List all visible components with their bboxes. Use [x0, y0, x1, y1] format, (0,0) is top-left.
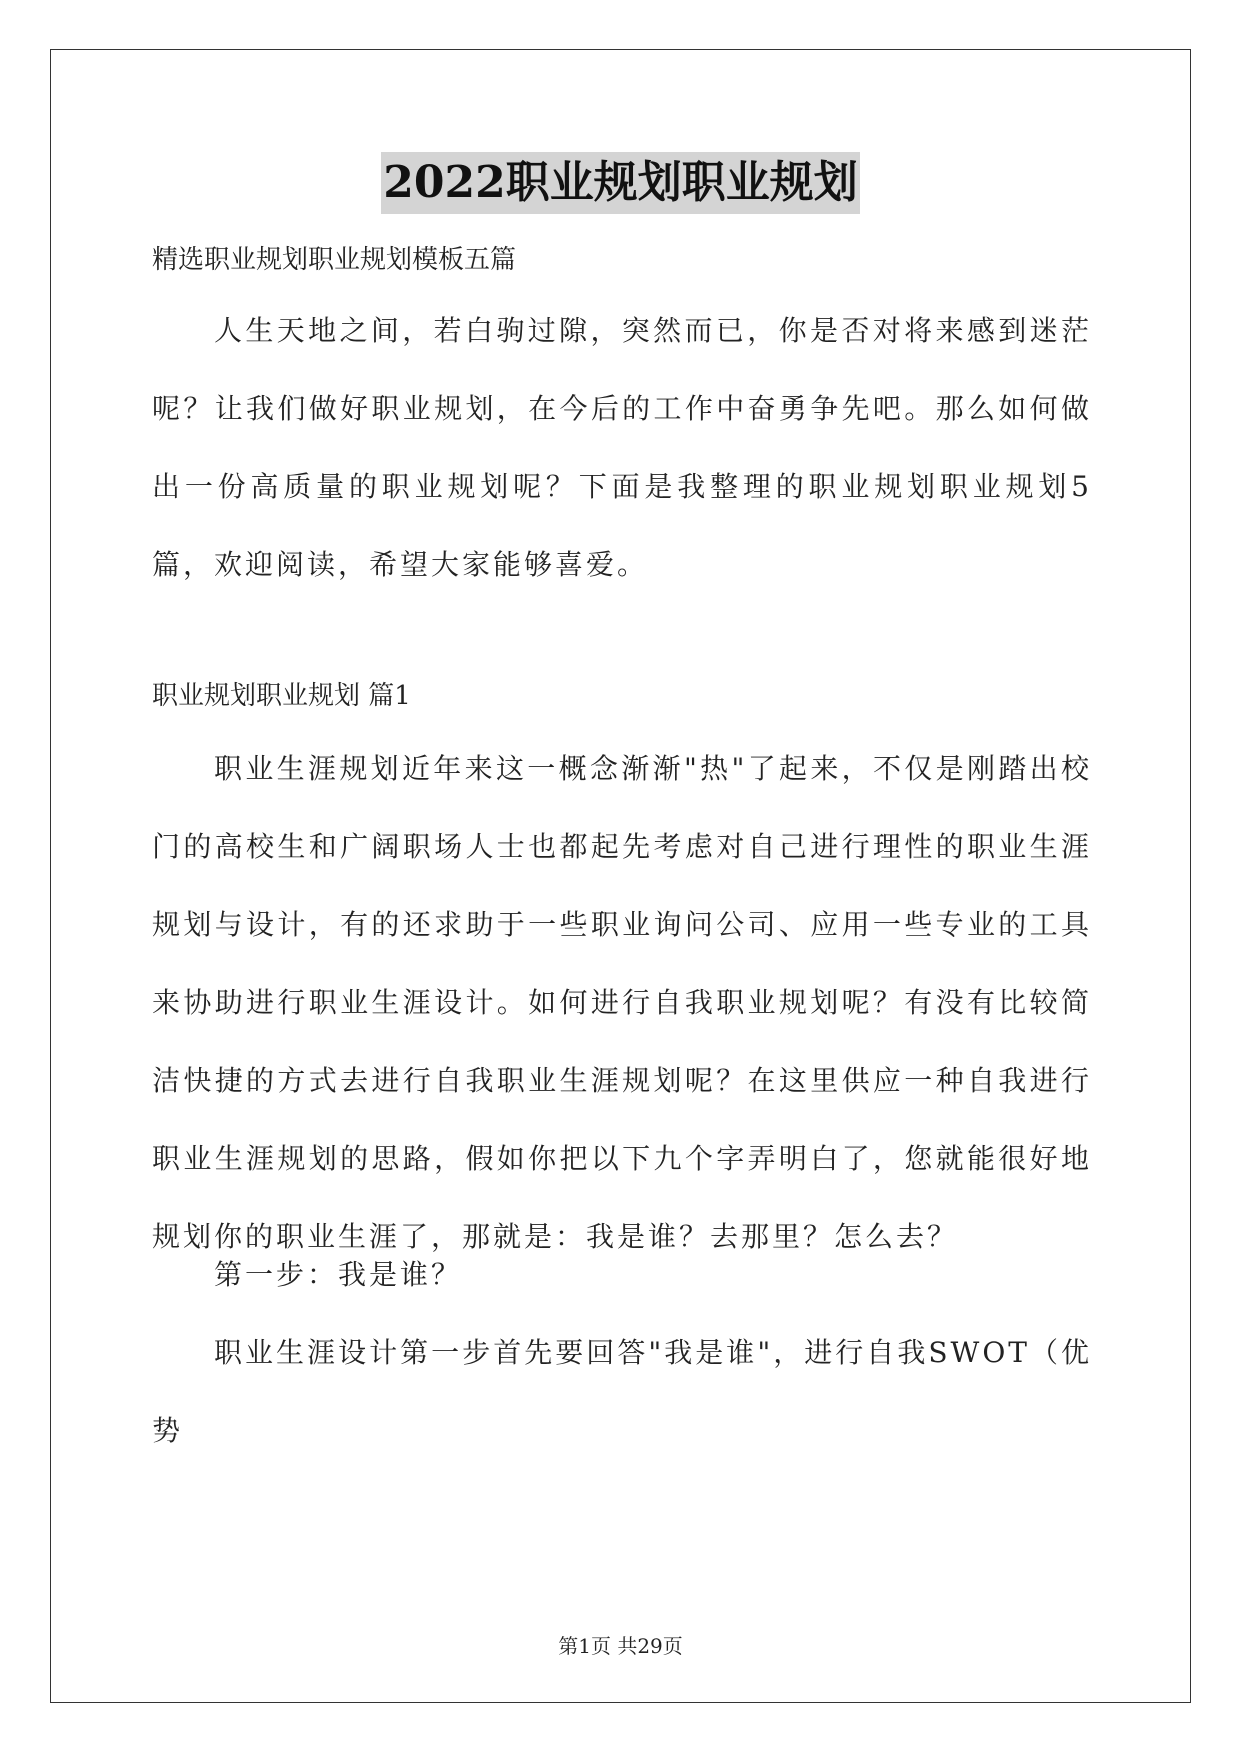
- intro-paragraph: 人生天地之间，若白驹过隙，突然而已，你是否对将来感到迷茫呢？让我们做好职业规划，在今后的工作中奋勇争先吧。那么如何做出一份高质量的职业规划呢？下面是我整理的职业规划职业规划5篇，欢迎阅读，希望大家能够喜爱。: [152, 314, 1092, 581]
- step-one-heading: 第一步：我是谁？: [214, 1258, 463, 1291]
- page-footer: 第1页 共29页: [558, 1634, 683, 1658]
- document-title: 2022职业规划职业规划: [381, 152, 859, 214]
- section-paragraph: 职业生涯规划近年来这一概念渐渐"热"了起来，不仅是刚踏出校门的高校生和广阔职场人士也都起先考虑对自己进行理性的职业生涯规划与设计，有的还求助于一些职业询问公司、应用一些专业的工具来协助进行职业生涯设计。如何进行自我职业规划呢？有没有比较简洁快捷的方式去进行自我职业生涯规划呢？在这里供应一种自我进行职业生涯规划的思路，假如你把以下九个字弄明白了，您就能很好地规划你的职业生涯了，那就是：我是谁？去那里？怎么去？: [152, 752, 1092, 1253]
- section-heading: 职业规划职业规划 篇1: [152, 681, 411, 711]
- step-one-paragraph: 职业生涯设计第一步首先要回答"我是谁"，进行自我SWOT（优势: [152, 1336, 1092, 1447]
- document-subtitle: 精选职业规划职业规划模板五篇: [152, 245, 517, 275]
- title-container: [0, 152, 1241, 214]
